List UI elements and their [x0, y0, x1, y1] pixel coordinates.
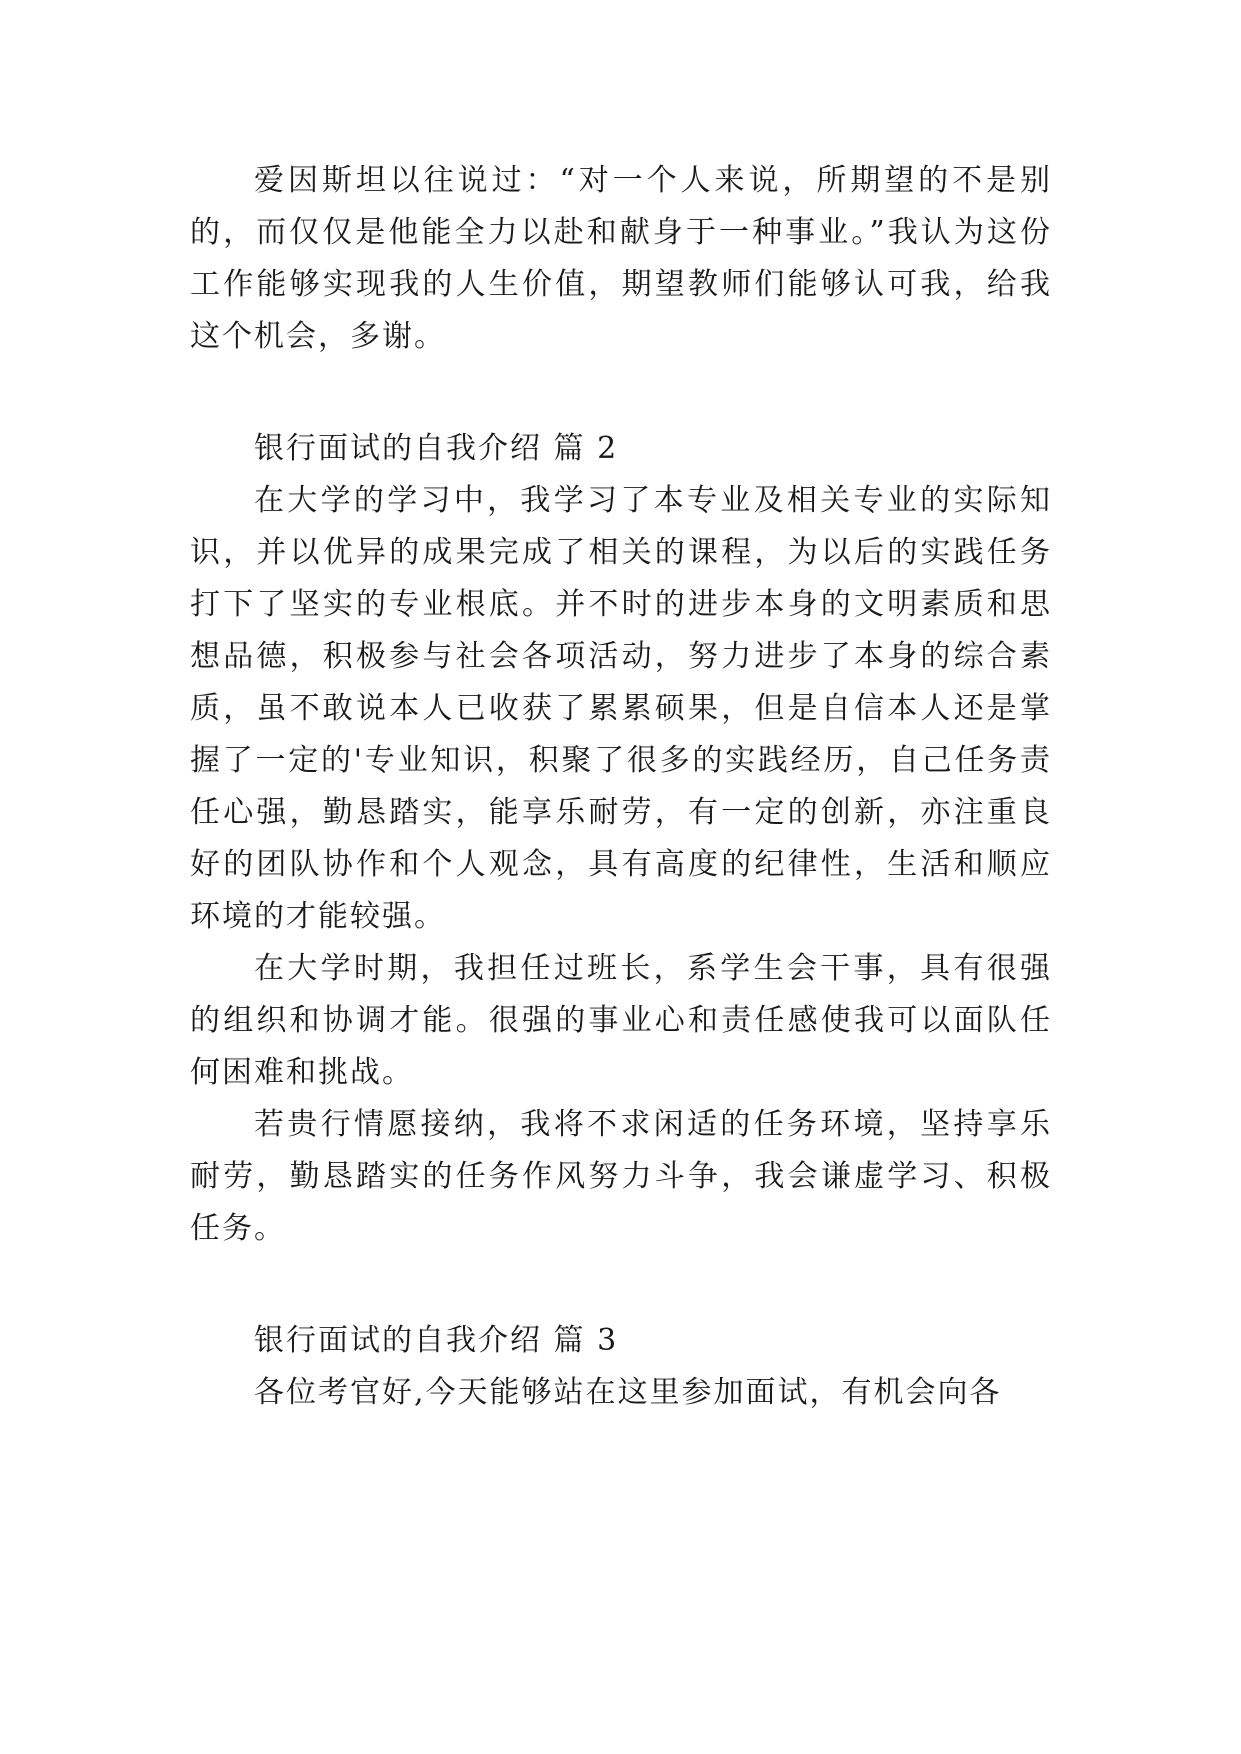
section-heading-3: 银行面试的自我介绍 篇 3 — [254, 1323, 619, 1358]
paragraph-university: 在大学时期，我担任过班长，系学生会干事，具有很强的组织和协调才能。很强的事业心和责任感使我可以面队任何困难和挑战。 — [190, 951, 1052, 1090]
document-body — [190, 155, 1052, 1419]
section-spacer — [190, 363, 1052, 423]
paragraph-closing-quote: 爱因斯坦以往说过：“对一个人来说，所期望的不是别的，而仅仅是他能全力以赴和献身于一种事业。”我认为这份工作能够实现我的人生价值，期望教师们能够认可我，给我这个机会，多谢。 — [190, 163, 1052, 354]
paragraph-study: 在大学的学习中，我学习了本专业及相关专业的实际知识，并以优异的成果完成了相关的课程，为以后的实践任务打下了坚实的专业根底。并不时的进步本身的文明素质和思想品德，积极参与社会各项活动，努力进步了本身的综合素质，虽不敢说本人已收获了累累硕果，但是自信本人还是掌握了一定的'专业知识，积聚了很多的实践经历，自己任务责任心强，勤恳踏实，能享乐耐劳，有一定的创新，亦注重良好的团队协作和个人观念，具有高度的纪律性，生活和顺应环境的才能较强。 — [190, 483, 1052, 934]
section-spacer — [190, 1255, 1052, 1315]
section-heading-2: 银行面试的自我介绍 篇 2 — [254, 431, 619, 466]
paragraph-greeting: 各位考官好,今天能够站在这里参加面试，有机会向各 — [254, 1375, 1002, 1410]
paragraph-commitment: 若贵行情愿接纳，我将不求闲适的任务环境，坚持享乐耐劳，勤恳踏实的任务作风努力斗争，我会谦虚学习、积极任务。 — [190, 1107, 1052, 1246]
